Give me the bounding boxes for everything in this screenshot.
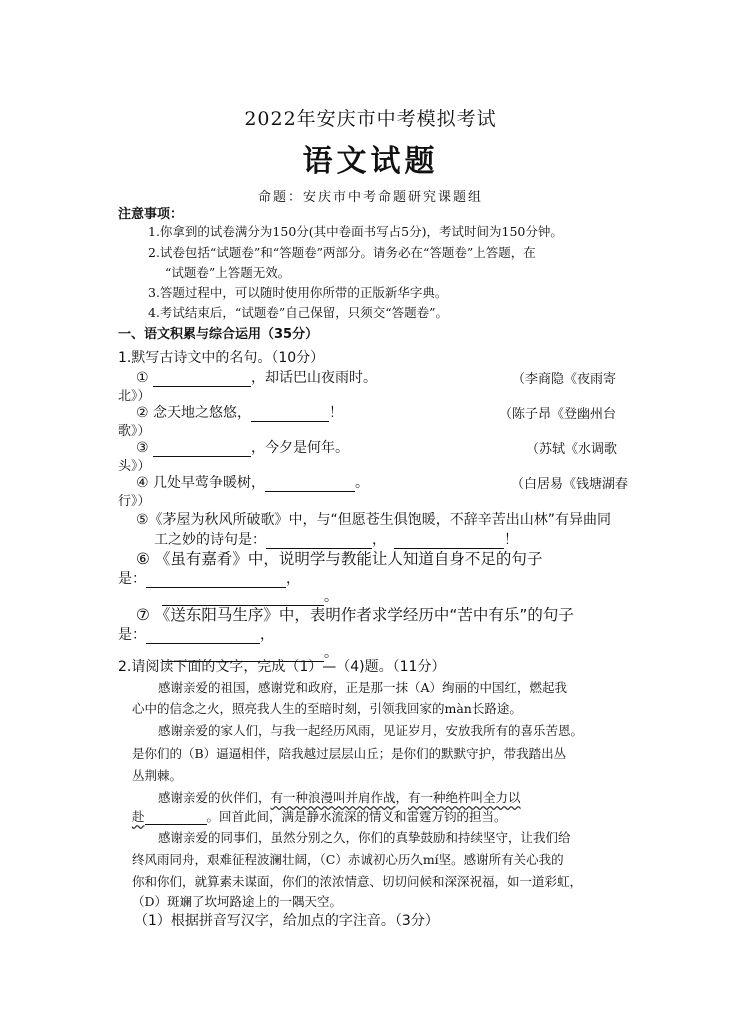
- punctuation: ，: [286, 571, 300, 587]
- answer-blank[interactable]: [265, 477, 355, 492]
- passage-line: 你和你们，就算素未谋面，你们的浓浓情意、切切问候和深深祝福，如一道彩虹，: [132, 874, 583, 889]
- punctuation: ，: [260, 627, 274, 643]
- notice-item-4: 4.考试结束后，“试题卷”自己保留，只须交“答题卷”。: [148, 305, 448, 320]
- verse-text: ，今夕是何年。: [251, 440, 350, 456]
- notice-item-3: 3.答题过程中，可以随时使用你所带的正版新华字典。: [148, 285, 448, 300]
- punctuation: 。: [324, 589, 338, 605]
- q1-item-5-line2: [154, 529, 518, 549]
- question-1-stem: 1.默写古诗文中的名句。（10分）: [118, 350, 325, 366]
- source-line: （白居易《钱塘湖春: [511, 477, 629, 492]
- punctuation: 。: [324, 645, 338, 661]
- punctuation: ！: [504, 532, 518, 548]
- source-line: （李商隐《夜雨寄: [512, 372, 617, 387]
- source-line: （苏轼《水调歌: [526, 442, 618, 457]
- item-number: ①: [136, 370, 149, 386]
- passage-line: [158, 788, 521, 806]
- verse-text: ④ 几处早莺争暖树，: [136, 475, 266, 491]
- passage-line: 感谢亲爱的同事们，虽然分别之久，你们的真挚鼓励和持续坚守，让我们给: [158, 830, 571, 845]
- section-heading: 一、语文积累与综合运用（35分）: [118, 327, 319, 342]
- punctuation: ，: [395, 790, 409, 805]
- passage-text: 感谢亲爱的伙伴们，: [158, 790, 271, 805]
- notice-heading: 注意事项：: [118, 207, 184, 222]
- q1-item-4: [136, 472, 369, 492]
- source-line: （陈子昂《登幽州台: [499, 407, 617, 422]
- punctuation: 。: [355, 475, 370, 491]
- answer-blank[interactable]: [145, 812, 207, 825]
- source-line: 歌》）: [118, 424, 151, 439]
- prompt-text: 工之妙的诗句是：: [154, 532, 266, 548]
- source-line: 头》）: [118, 459, 151, 474]
- passage-line: （D）斑斓了坎坷路途上的一隅天空。: [132, 894, 343, 909]
- underlined-phrase: 赴: [132, 809, 145, 824]
- q1-item-3: [136, 437, 349, 457]
- prompt-text: 是：: [118, 571, 146, 587]
- source-line: 行》）: [118, 494, 151, 509]
- answer-blank[interactable]: [251, 407, 329, 422]
- notice-item-1: 1.你拿到的试卷满分为150分(其中卷面书写占5分)，考试时间为150分钟。: [148, 224, 563, 239]
- q1-item-7-line1: ⑦ 《送东阳马生序》中，表明作者求学经历中“苦中有乐”的句子: [136, 606, 574, 624]
- notice-item-2-cont: “试题卷”上答题无效。: [165, 265, 291, 280]
- punctuation: ，: [372, 532, 386, 548]
- q1-item-5-line1: ⑤《茅屋为秋风所破歌》中，与“但愿苍生俱饱暖，不辞辛苦出山林”有异曲同: [136, 512, 612, 528]
- q1-item-7-line2: [118, 624, 274, 644]
- source-line: 北》）: [118, 389, 151, 404]
- q1-item-1: [136, 367, 377, 387]
- passage-line: 感谢亲爱的祖国，感谢党和政府，正是那一抹（A）绚丽的中国红，燃起我: [158, 680, 568, 695]
- passage-line: 丛荆棘。: [132, 768, 183, 783]
- verse-text: ② 念天地之悠悠，: [136, 405, 252, 421]
- q1-item-6-line2: [118, 568, 300, 588]
- answer-blank[interactable]: [153, 442, 251, 457]
- passage-text: 。回首此间，满是静水流深的情义和雷霆万钧的担当。: [206, 809, 507, 824]
- q1-item-2: [136, 402, 343, 422]
- answer-blank[interactable]: [153, 372, 251, 387]
- underlined-phrase: 有一种浪漫叫并肩作战: [270, 790, 396, 805]
- passage-line: [132, 807, 507, 825]
- sub-question-1: （1）根据拼音写汉字，给加点的字注音。（3分）: [134, 913, 439, 929]
- exam-title: 2022年安庆市中考模拟考试: [244, 108, 497, 130]
- underlined-phrase: 有一种绝杵叫全力以: [408, 790, 521, 805]
- passage-line: 感谢亲爱的家人们，与我一起经历风雨，见证岁月，安放我所有的喜乐苦恩。: [158, 723, 584, 738]
- item-number: ③: [136, 440, 149, 456]
- author-line: 命题：安庆市中考命题研究课题组: [257, 190, 483, 205]
- passage-line: 心中的信念之火，照亮我人生的至暗时刻，引领我回家的màn长路途。: [132, 701, 522, 716]
- subject-title: 语文试题: [302, 144, 439, 179]
- prompt-text: 是：: [118, 627, 146, 643]
- notice-item-2: 2.试卷包括“试题卷”和“答题卷”两部分。请务必在“答题卷”上答题，在: [148, 245, 536, 260]
- punctuation: ！: [329, 405, 344, 421]
- question-2-stem: 2.请阅读下面的文字，完成（1）—（4)题。（11分）: [118, 659, 446, 675]
- passage-line: 是你们的（B）逼逼相伴，陪我越过层层山丘；是你们的默默守护，带我踏出丛: [132, 746, 567, 761]
- q1-item-6-line1: ⑥ 《虽有嘉肴》中，说明学与教能让人知道自身不足的句子: [136, 550, 543, 568]
- passage-line: 终风雨同舟，艰难征程波澜壮阔，（C）赤诚初心历久mí坚。感谢所有关心我的: [132, 852, 564, 867]
- verse-text: ，却话巴山夜雨时。: [251, 370, 378, 386]
